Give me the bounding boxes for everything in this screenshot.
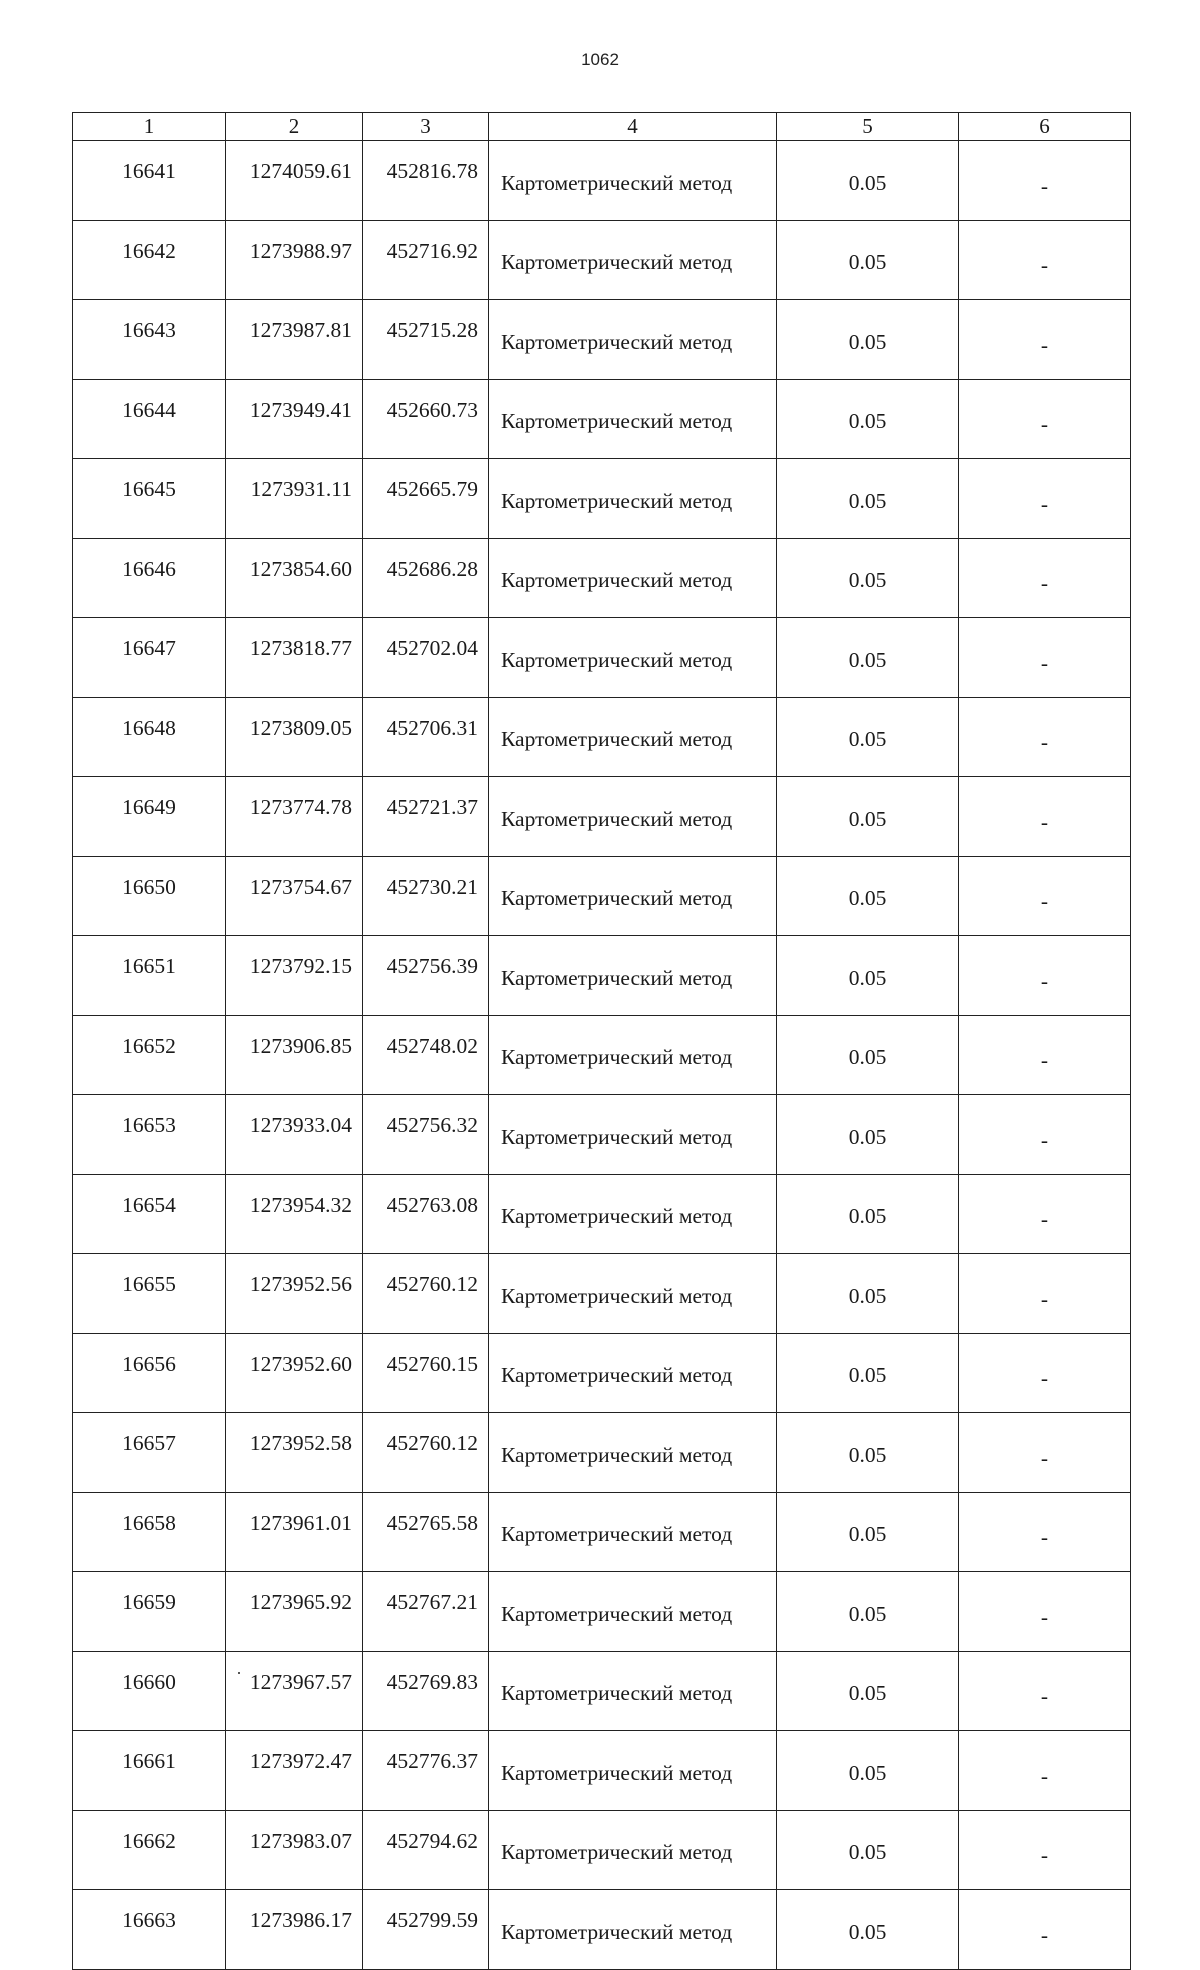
y-coordinate-cell: 452760.12	[363, 1254, 489, 1334]
method-cell: Картометрический метод	[489, 618, 777, 698]
description-cell: -	[959, 1254, 1131, 1334]
method-cell: Картометрический метод	[489, 1015, 777, 1095]
accuracy-cell: 0.05	[777, 1254, 959, 1334]
point-number-cell: 16650	[73, 856, 226, 936]
accuracy-cell: 0.05	[777, 220, 959, 300]
accuracy-cell: 0.05	[777, 856, 959, 936]
description-cell: -	[959, 1731, 1131, 1811]
table-row	[73, 379, 1131, 459]
description-cell: -	[959, 300, 1131, 380]
accuracy-cell: 0.05	[777, 141, 959, 221]
table-row	[73, 1572, 1131, 1652]
description-cell: -	[959, 936, 1131, 1016]
description-cell: -	[959, 618, 1131, 698]
x-coordinate-cell: 1273967.57	[226, 1651, 363, 1731]
method-cell: Картометрический метод	[489, 220, 777, 300]
table-row	[73, 1810, 1131, 1890]
description-cell: -	[959, 1572, 1131, 1652]
description-cell: -	[959, 1015, 1131, 1095]
accuracy-cell: 0.05	[777, 1810, 959, 1890]
table-row	[73, 1731, 1131, 1811]
table-row	[73, 1254, 1131, 1334]
table-row	[73, 1095, 1131, 1175]
accuracy-cell: 0.05	[777, 300, 959, 380]
point-number-cell: 16651	[73, 936, 226, 1016]
table-row	[73, 141, 1131, 221]
y-coordinate-cell: 452756.32	[363, 1095, 489, 1175]
method-cell: Картометрический метод	[489, 459, 777, 539]
column-header-5: 5	[777, 113, 959, 141]
y-coordinate-cell: 452760.12	[363, 1413, 489, 1493]
method-cell: Картометрический метод	[489, 379, 777, 459]
accuracy-cell: 0.05	[777, 1731, 959, 1811]
description-cell: -	[959, 777, 1131, 857]
description-cell: -	[959, 856, 1131, 936]
x-coordinate-cell: 1273952.56	[226, 1254, 363, 1334]
y-coordinate-cell: 452660.73	[363, 379, 489, 459]
accuracy-cell: 0.05	[777, 1333, 959, 1413]
accuracy-cell: 0.05	[777, 777, 959, 857]
accuracy-cell: 0.05	[777, 697, 959, 777]
accuracy-cell: 0.05	[777, 618, 959, 698]
y-coordinate-cell: 452776.37	[363, 1731, 489, 1811]
accuracy-cell: 0.05	[777, 379, 959, 459]
y-coordinate-cell: 452686.28	[363, 538, 489, 618]
x-coordinate-cell: 1273906.85	[226, 1015, 363, 1095]
accuracy-cell: 0.05	[777, 1890, 959, 1970]
point-number-cell: 16656	[73, 1333, 226, 1413]
description-cell: -	[959, 1651, 1131, 1731]
table-row	[73, 1174, 1131, 1254]
x-coordinate-cell: 1273961.01	[226, 1492, 363, 1572]
accuracy-cell: 0.05	[777, 538, 959, 618]
x-coordinate-cell: 1273983.07	[226, 1810, 363, 1890]
point-number-cell: 16657	[73, 1413, 226, 1493]
description-cell: -	[959, 1333, 1131, 1413]
point-number-cell: 16659	[73, 1572, 226, 1652]
method-cell: Картометрический метод	[489, 936, 777, 1016]
description-cell: -	[959, 1810, 1131, 1890]
x-coordinate-cell: 1273952.58	[226, 1413, 363, 1493]
description-cell: -	[959, 379, 1131, 459]
method-cell: Картометрический метод	[489, 1731, 777, 1811]
x-coordinate-cell: 1273952.60	[226, 1333, 363, 1413]
table-row	[73, 697, 1131, 777]
x-coordinate-cell: 1273818.77	[226, 618, 363, 698]
x-coordinate-cell: 1273809.05	[226, 697, 363, 777]
description-cell: -	[959, 1174, 1131, 1254]
column-header-4: 4	[489, 113, 777, 141]
header-row	[73, 113, 1131, 141]
y-coordinate-cell: 452799.59	[363, 1890, 489, 1970]
method-cell: Картометрический метод	[489, 777, 777, 857]
accuracy-cell: 0.05	[777, 1572, 959, 1652]
y-coordinate-cell: 452763.08	[363, 1174, 489, 1254]
x-coordinate-cell: 1273949.41	[226, 379, 363, 459]
method-cell: Картометрический метод	[489, 697, 777, 777]
scan-speck	[238, 1672, 240, 1674]
y-coordinate-cell: 452769.83	[363, 1651, 489, 1731]
y-coordinate-cell: 452794.62	[363, 1810, 489, 1890]
description-cell: -	[959, 1492, 1131, 1572]
method-cell: Картометрический метод	[489, 1810, 777, 1890]
y-coordinate-cell: 452767.21	[363, 1572, 489, 1652]
x-coordinate-cell: 1273986.17	[226, 1890, 363, 1970]
accuracy-cell: 0.05	[777, 1492, 959, 1572]
point-number-cell: 16655	[73, 1254, 226, 1334]
table-row	[73, 1651, 1131, 1731]
y-coordinate-cell: 452721.37	[363, 777, 489, 857]
description-cell: -	[959, 1413, 1131, 1493]
x-coordinate-cell: 1273933.04	[226, 1095, 363, 1175]
point-number-cell: 16644	[73, 379, 226, 459]
x-coordinate-cell: 1273754.67	[226, 856, 363, 936]
accuracy-cell: 0.05	[777, 936, 959, 1016]
method-cell: Картометрический метод	[489, 538, 777, 618]
table-row	[73, 618, 1131, 698]
method-cell: Картометрический метод	[489, 1413, 777, 1493]
point-number-cell: 16645	[73, 459, 226, 539]
method-cell: Картометрический метод	[489, 856, 777, 936]
x-coordinate-cell: 1273954.32	[226, 1174, 363, 1254]
point-number-cell: 16648	[73, 697, 226, 777]
accuracy-cell: 0.05	[777, 1015, 959, 1095]
point-number-cell: 16643	[73, 300, 226, 380]
point-number-cell: 16649	[73, 777, 226, 857]
table-row	[73, 538, 1131, 618]
y-coordinate-cell: 452702.04	[363, 618, 489, 698]
table-row	[73, 459, 1131, 539]
page-number: 1062	[581, 50, 619, 69]
method-cell: Картометрический метод	[489, 1333, 777, 1413]
column-header-6: 6	[959, 113, 1131, 141]
x-coordinate-cell: 1273931.11	[226, 459, 363, 539]
x-coordinate-cell: 1273792.15	[226, 936, 363, 1016]
table-row	[73, 1333, 1131, 1413]
point-number-cell: 16646	[73, 538, 226, 618]
x-coordinate-cell: 1273988.97	[226, 220, 363, 300]
point-number-cell: 16660	[73, 1651, 226, 1731]
point-number-cell: 16652	[73, 1015, 226, 1095]
point-number-cell: 16663	[73, 1890, 226, 1970]
method-cell: Картометрический метод	[489, 300, 777, 380]
method-cell: Картометрический метод	[489, 1174, 777, 1254]
y-coordinate-cell: 452730.21	[363, 856, 489, 936]
x-coordinate-cell: 1273972.47	[226, 1731, 363, 1811]
y-coordinate-cell: 452748.02	[363, 1015, 489, 1095]
method-cell: Картометрический метод	[489, 1095, 777, 1175]
method-cell: Картометрический метод	[489, 1254, 777, 1334]
column-header-1: 1	[73, 113, 226, 141]
method-cell: Картометрический метод	[489, 1572, 777, 1652]
y-coordinate-cell: 452760.15	[363, 1333, 489, 1413]
x-coordinate-cell: 1273774.78	[226, 777, 363, 857]
table-header	[73, 113, 1131, 141]
y-coordinate-cell: 452816.78	[363, 141, 489, 221]
y-coordinate-cell: 452756.39	[363, 936, 489, 1016]
table-row	[73, 936, 1131, 1016]
point-number-cell: 16647	[73, 618, 226, 698]
y-coordinate-cell: 452715.28	[363, 300, 489, 380]
method-cell: Картометрический метод	[489, 141, 777, 221]
accuracy-cell: 0.05	[777, 459, 959, 539]
description-cell: -	[959, 220, 1131, 300]
method-cell: Картометрический метод	[489, 1651, 777, 1731]
description-cell: -	[959, 1095, 1131, 1175]
point-number-cell: 16658	[73, 1492, 226, 1572]
description-cell: -	[959, 459, 1131, 539]
x-coordinate-cell: 1273987.81	[226, 300, 363, 380]
column-header-3: 3	[363, 113, 489, 141]
table-row	[73, 1015, 1131, 1095]
coordinates-table	[72, 112, 1131, 1970]
table-body	[73, 141, 1131, 1970]
x-coordinate-cell: 1274059.61	[226, 141, 363, 221]
accuracy-cell: 0.05	[777, 1174, 959, 1254]
table-row	[73, 300, 1131, 380]
accuracy-cell: 0.05	[777, 1413, 959, 1493]
method-cell: Картометрический метод	[489, 1890, 777, 1970]
method-cell: Картометрический метод	[489, 1492, 777, 1572]
x-coordinate-cell: 1273854.60	[226, 538, 363, 618]
table-row	[73, 856, 1131, 936]
description-cell: -	[959, 1890, 1131, 1970]
table-row	[73, 1492, 1131, 1572]
description-cell: -	[959, 697, 1131, 777]
point-number-cell: 16642	[73, 220, 226, 300]
description-cell: -	[959, 538, 1131, 618]
y-coordinate-cell: 452665.79	[363, 459, 489, 539]
description-cell: -	[959, 141, 1131, 221]
y-coordinate-cell: 452706.31	[363, 697, 489, 777]
table-row	[73, 1413, 1131, 1493]
point-number-cell: 16653	[73, 1095, 226, 1175]
accuracy-cell: 0.05	[777, 1651, 959, 1731]
point-number-cell: 16661	[73, 1731, 226, 1811]
point-number-cell: 16641	[73, 141, 226, 221]
table-row	[73, 220, 1131, 300]
y-coordinate-cell: 452765.58	[363, 1492, 489, 1572]
table-row	[73, 777, 1131, 857]
accuracy-cell: 0.05	[777, 1095, 959, 1175]
table-row	[73, 1890, 1131, 1970]
point-number-cell: 16662	[73, 1810, 226, 1890]
x-coordinate-cell: 1273965.92	[226, 1572, 363, 1652]
column-header-2: 2	[226, 113, 363, 141]
point-number-cell: 16654	[73, 1174, 226, 1254]
y-coordinate-cell: 452716.92	[363, 220, 489, 300]
